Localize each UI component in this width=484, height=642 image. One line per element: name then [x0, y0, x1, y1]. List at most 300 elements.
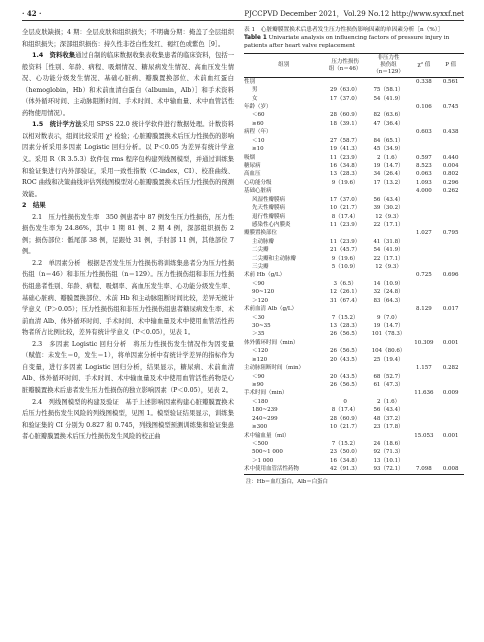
- row-label: 感染性心内膜炎: [252, 221, 291, 228]
- row-pi-value: 10（21.7）: [329, 205, 361, 212]
- row-p-value: 0.696: [442, 272, 459, 279]
- row-label: ＜120: [252, 348, 268, 355]
- row-npi-value: 41（31.8）: [373, 238, 404, 245]
- header-npi-line2: 损伤组: [380, 62, 397, 69]
- page-number: · 42 ·: [22, 9, 42, 18]
- row-chi-value: [410, 356, 437, 364]
- row-npi-value: 12（9.3）: [375, 264, 402, 271]
- header-pi-group: [323, 54, 366, 77]
- table-caption-en-text: Univariate analysis on influencing factors of pressure injury in patients after heart valve replacement: [244, 34, 450, 49]
- row-pi-value: 10（21.7）: [329, 424, 361, 431]
- row-p-value: 0.745: [442, 104, 459, 111]
- row-label: 240~299: [252, 415, 278, 422]
- row-npi-value: 24（18.6）: [373, 440, 404, 447]
- table-row: [244, 77, 464, 86]
- row-npi-value: [367, 305, 411, 313]
- table-caption-cn: 表 1 心脏瓣膜置换术后患者发生压力性损伤影响因素的单因素分析［n（%）］: [244, 27, 444, 33]
- row-npi-value: [367, 339, 411, 347]
- table-row: [244, 221, 464, 229]
- heading-1-4: 1.4 资料收集: [32, 52, 76, 60]
- table-row: [244, 204, 464, 212]
- header-group: 组别: [278, 62, 290, 69]
- row-p-value: 0.802: [442, 171, 459, 178]
- row-pi-value: 11（23.9）: [329, 238, 361, 245]
- row-npi-value: [367, 229, 411, 237]
- row-npi-value: 32（24.8）: [373, 289, 404, 296]
- row-pi-value: [323, 77, 366, 86]
- row-pi-value: 42（91.3）: [329, 466, 361, 473]
- left-text-column: [22, 27, 234, 443]
- row-pi-value: 16（34.8）: [329, 457, 361, 464]
- row-pi-value: [323, 271, 366, 279]
- row-chi-value: [410, 322, 437, 330]
- header-row: [244, 54, 464, 77]
- table-row: [244, 229, 464, 237]
- row-chi-value: [410, 111, 437, 119]
- row-chi-value: [410, 423, 437, 431]
- row-p-value: 0.008: [442, 466, 459, 473]
- row-p-value: [437, 86, 464, 94]
- row-npi-value: [367, 271, 411, 279]
- row-label: 吸烟: [244, 154, 256, 161]
- table-header: [244, 54, 464, 77]
- row-pi-value: 13（28.3）: [329, 323, 361, 330]
- row-chi-value: 11.636: [414, 390, 434, 397]
- row-p-value: [437, 95, 464, 103]
- paragraph-2-2: 2.2 单因素分析 根据是否发生压力性损伤将训练集患者分为压力性损伤组（n＝46）和非压力性损伤组（n＝129）。压力性损伤组和非压力性损伤组患者性别、年龄、病程、吸烟率、高血压发生率、心功能分级发生率、基础心脏病、瓣膜置换部位、术前 Hb 和主动脉阻断时间比较，差异无统计学意义（P＞0.05）；压力性损伤组和非压力性损伤组患者糖尿病发生率、术前血清 Alb、体外循环时间、手术时间、术中输血量及术中使用血管活性药物者所占比例比较，差异有统计学意义（P＜0.05），见表 1。: [22, 259, 234, 337]
- row-chi-value: 0.106: [416, 104, 432, 111]
- row-chi-value: [410, 145, 437, 153]
- row-pi-value: [323, 187, 366, 195]
- row-chi-value: [410, 330, 437, 338]
- row-label: 术前血清 Alb（g/L）: [244, 306, 298, 313]
- row-label: 主动脉瓣: [252, 238, 275, 245]
- row-label: 基础心脏病: [244, 188, 272, 195]
- table-row: [244, 448, 464, 456]
- heading-results: 2 结果: [22, 201, 46, 210]
- row-label: 女: [252, 95, 258, 102]
- row-chi-value: [410, 246, 437, 254]
- row-p-value: 0.009: [442, 390, 459, 397]
- table-row: [244, 305, 464, 313]
- row-npi-value: 61（47.3）: [373, 381, 404, 388]
- row-label: 主动脉阻断时间（min）: [244, 365, 305, 372]
- row-pi-value: 0: [343, 398, 347, 405]
- row-label: 手术时间（min）: [244, 390, 288, 397]
- table-row: [244, 347, 464, 355]
- row-label: 先天性瓣膜病: [252, 205, 286, 212]
- row-chi-value: [410, 204, 437, 212]
- row-pi-value: 31（67.4）: [329, 297, 361, 304]
- row-label: 术中输血量（ml）: [244, 432, 290, 439]
- table-row: [244, 137, 464, 145]
- row-chi-value: [410, 221, 437, 229]
- table-row: [244, 322, 464, 330]
- row-pi-value: [323, 389, 366, 397]
- row-chi-value: [410, 448, 437, 456]
- row-chi-value: 4.000: [416, 188, 432, 195]
- table-row: [244, 364, 464, 372]
- row-npi-value: 82（63.6）: [373, 112, 404, 119]
- row-npi-value: 68（52.7）: [373, 373, 404, 380]
- row-p-value: [437, 196, 464, 204]
- table-row: [244, 246, 464, 254]
- row-chi-value: [410, 297, 437, 305]
- row-chi-value: [410, 406, 437, 414]
- row-npi-value: 54（41.9）: [373, 95, 404, 102]
- row-pi-value: [323, 103, 366, 111]
- right-table-column: [244, 27, 464, 485]
- table-row: [244, 154, 464, 162]
- row-chi-value: 0.338: [416, 78, 432, 85]
- row-pi-value: 3（6.5）: [333, 280, 357, 287]
- row-pi-value: 13（28.3）: [329, 171, 361, 178]
- table-note: 注：Hb＝血红蛋白，Alb＝白蛋白: [246, 478, 328, 485]
- row-p-value: [437, 238, 464, 246]
- row-pi-value: [323, 229, 366, 237]
- table-row: [244, 103, 464, 111]
- row-pi-value: 5（10.9）: [331, 264, 359, 271]
- row-npi-value: 2（1.6）: [376, 398, 401, 405]
- row-label: 90~120: [252, 289, 275, 296]
- row-chi-value: [410, 314, 437, 322]
- row-p-value: 0.438: [442, 129, 459, 136]
- row-pi-value: 17（37.0）: [329, 95, 361, 102]
- row-npi-value: [367, 364, 411, 372]
- row-npi-value: 83（64.3）: [373, 297, 404, 304]
- row-p-value: 0.001: [442, 339, 459, 346]
- table-row: [244, 145, 464, 153]
- row-npi-value: [367, 128, 411, 136]
- table-row: [244, 280, 464, 288]
- row-p-value: [437, 406, 464, 414]
- row-label: ＜10: [252, 137, 265, 144]
- table-caption-en: [244, 35, 464, 51]
- row-pi-value: 12（26.1）: [329, 289, 361, 296]
- row-label: 男: [252, 87, 258, 94]
- row-chi-value: 10.309: [414, 339, 434, 346]
- row-p-value: [437, 263, 464, 271]
- row-p-value: [437, 221, 464, 229]
- paragraph-1-5: [22, 119, 234, 200]
- row-label: ≥120: [252, 356, 268, 363]
- row-p-value: [437, 137, 464, 145]
- table-row: [244, 406, 464, 414]
- row-npi-value: 56（43.4）: [373, 407, 404, 414]
- row-npi-value: 12（9.3）: [375, 213, 402, 220]
- row-p-value: [437, 120, 464, 128]
- row-pi-value: 9（19.6）: [331, 179, 359, 186]
- row-p-value: [437, 398, 464, 406]
- row-pi-value: 11（23.9）: [329, 221, 361, 228]
- table-row: [244, 196, 464, 204]
- table-row: [244, 271, 464, 279]
- table-row: [244, 263, 464, 271]
- row-label: 500~1 000: [252, 449, 283, 456]
- row-p-value: [437, 448, 464, 456]
- header-p: P 值: [445, 62, 457, 69]
- row-chi-value: [410, 95, 437, 103]
- row-chi-value: 1.093: [416, 179, 432, 186]
- table-row: [244, 288, 464, 296]
- row-npi-value: 19（14.7）: [373, 163, 404, 169]
- table-row: [244, 111, 464, 119]
- row-p-value: 0.296: [442, 179, 459, 186]
- row-p-value: [437, 356, 464, 364]
- row-npi-value: 93（72.1）: [373, 466, 404, 473]
- row-chi-value: [410, 196, 437, 204]
- table-row: [244, 162, 464, 170]
- row-label: ＜90: [252, 280, 265, 287]
- text-1-4: 通过自制的临床数据收集表收集患者的临床资料，包括一般资料［性别、年龄、病程、吸烟情况、糖尿病发生情况、高血压发生情况、心功能分级发生情况、基础心脏病、瓣膜置换部位、术前血红蛋白（hemoglobin，Hb）和术前血清白蛋白（albumin，Alb）］和手术资料（体外循环时间、主动脉阻断时间、手术时间、术中输血量、术中血管活性药物使用情况）。: [22, 52, 235, 117]
- table-row: [244, 170, 464, 178]
- row-npi-value: 92（71.3）: [373, 449, 404, 456]
- row-label: ＜30: [252, 314, 265, 321]
- row-pi-value: 8（17.4）: [331, 407, 359, 414]
- paragraph-staging: 全层皮肤缺损；4 期：全层皮肤和组织损失；不明确分期：掩盖了全层组织和组织损失；深部组织损伤：持久性非苍白性发红、褐红色或紫色［9］。: [22, 29, 234, 48]
- table-caption: [244, 27, 464, 50]
- row-npi-value: 2（1.6）: [376, 154, 401, 161]
- row-npi-value: 75（58.1）: [373, 87, 404, 94]
- row-pi-value: 26（56.5）: [329, 348, 361, 355]
- row-npi-value: 48（37.2）: [373, 415, 404, 422]
- row-p-value: 0.262: [442, 188, 459, 195]
- row-p-value: [437, 314, 464, 322]
- row-npi-value: 56（43.4）: [373, 196, 404, 203]
- row-label: ≥60: [252, 120, 264, 127]
- row-npi-value: [367, 187, 411, 195]
- row-label: 风湿性瓣膜病: [252, 196, 286, 203]
- row-chi-value: [410, 137, 437, 145]
- header-npi-line3: （n＝129）: [373, 68, 404, 75]
- table-row: [244, 465, 464, 474]
- row-p-value: [437, 297, 464, 305]
- row-npi-value: 9（7.0）: [376, 314, 401, 321]
- row-p-value: [437, 347, 464, 355]
- table-label-en: Table 1: [244, 34, 267, 41]
- row-pi-value: [323, 432, 366, 440]
- table-row: [244, 423, 464, 431]
- table-row: [244, 95, 464, 103]
- row-label: 180~239: [252, 407, 278, 414]
- row-chi-value: 1.157: [416, 365, 432, 372]
- row-pi-value: 27（58.7）: [329, 137, 361, 144]
- row-chi-value: [410, 457, 437, 465]
- table-row: [244, 339, 464, 347]
- table-row: [244, 187, 464, 195]
- row-p-value: 0.004: [442, 163, 459, 169]
- row-npi-value: 22（17.1）: [373, 221, 404, 228]
- row-p-value: [437, 457, 464, 465]
- row-label: 心功能分级: [244, 179, 272, 186]
- row-p-value: 0.440: [442, 154, 459, 161]
- paragraph-1-4: [22, 50, 234, 119]
- row-chi-value: [410, 288, 437, 296]
- row-npi-value: 34（26.4）: [373, 171, 404, 178]
- header-pi-line1: 压力性损伤: [331, 58, 359, 65]
- header-npi-line1: 非压力性: [377, 55, 400, 62]
- row-pi-value: 23（50.0）: [329, 449, 361, 456]
- table-row: [244, 120, 464, 128]
- row-pi-value: 7（15.2）: [331, 440, 359, 447]
- table-row: [244, 179, 464, 187]
- row-pi-value: 19（41.3）: [329, 146, 361, 153]
- row-chi-value: 0.725: [416, 272, 432, 279]
- row-p-value: [437, 213, 464, 221]
- journal-info: PJCCPVD December 2021，Vol.29 No.12 http://www.syxxf.net: [244, 10, 464, 18]
- row-npi-value: 22（17.1）: [373, 255, 404, 262]
- header-pi-line2: 组（n＝46）: [328, 65, 362, 72]
- row-label: 二尖瓣和主动脉瓣: [252, 255, 297, 262]
- row-label: 术中使用血管活性药物: [244, 466, 300, 473]
- row-label: ＞1 000: [252, 457, 274, 464]
- row-pi-value: 8（17.4）: [331, 213, 359, 220]
- header-chi: χ² 值: [417, 62, 431, 69]
- row-pi-value: 26（56.5）: [329, 381, 361, 388]
- row-pi-value: [323, 339, 366, 347]
- row-chi-value: 15.053: [414, 432, 434, 439]
- table-row: [244, 356, 464, 364]
- row-label: ≥90: [252, 381, 264, 388]
- row-chi-value: 7.098: [416, 466, 432, 473]
- table-row: [244, 432, 464, 440]
- row-label: ≥300: [252, 424, 268, 431]
- row-npi-value: 19（14.7）: [373, 323, 404, 330]
- row-npi-value: 45（34.9）: [373, 146, 404, 153]
- row-chi-value: [410, 213, 437, 221]
- row-p-value: [437, 373, 464, 381]
- row-label: ≥10: [252, 146, 264, 153]
- table-row: [244, 330, 464, 338]
- text-1-5: 采用 SPSS 22.0 统计学软件进行数据处理。计数资料以相对数表示，组间比较采用 χ² 检验；心脏瓣膜置换术后压力性损伤的影响因素分析采用多因素 Logistic 回归分析。以 P＜0.05 为差异有统计学意义。采用 R（R 3.5.3）软件包 rms 程序包构建列线图模型，并通过训练集和验证集进行内外部验证，采用一致性指数（C-index，CI）、校准曲线、ROC 曲线和决策曲线评估列线图模型对心脏瓣膜置换术后压力性损伤的预测效能。: [22, 121, 235, 198]
- row-chi-value: [410, 381, 437, 389]
- row-label: ＜90: [252, 373, 265, 380]
- row-npi-value: 14（10.9）: [373, 280, 404, 287]
- row-p-value: 0.001: [442, 432, 459, 439]
- row-p-value: [437, 330, 464, 338]
- row-p-value: 0.795: [442, 230, 459, 237]
- row-pi-value: 28（60.9）: [329, 112, 361, 119]
- row-npi-value: 23（17.8）: [373, 424, 404, 431]
- row-pi-value: 28（60.9）: [329, 415, 361, 422]
- univariate-table: [244, 53, 464, 474]
- row-pi-value: [323, 364, 366, 372]
- row-chi-value: 0.063: [416, 171, 432, 178]
- table-row: [244, 238, 464, 246]
- row-npi-value: 104（80.6）: [371, 348, 406, 355]
- row-p-value: [437, 440, 464, 448]
- row-label: 性别: [244, 78, 256, 85]
- row-label: ＜180: [252, 398, 268, 405]
- row-chi-value: 8.129: [416, 306, 432, 313]
- row-chi-value: [410, 120, 437, 128]
- row-pi-value: 18（39.1）: [329, 120, 361, 127]
- row-label: 年龄（岁）: [244, 104, 272, 111]
- row-npi-value: 84（65.1）: [373, 137, 404, 144]
- row-chi-value: [410, 398, 437, 406]
- row-npi-value: [367, 103, 411, 111]
- row-p-value: [437, 145, 464, 153]
- row-pi-value: 20（43.5）: [329, 356, 361, 363]
- row-label: 体外循环时间（min）: [244, 339, 299, 346]
- row-pi-value: 29（63.0）: [329, 87, 361, 94]
- table-row: [244, 297, 464, 305]
- table-row: [244, 381, 464, 389]
- row-p-value: 0.017: [442, 306, 459, 313]
- row-p-value: [437, 255, 464, 263]
- row-chi-value: 0.603: [416, 129, 432, 136]
- table-row: [244, 86, 464, 94]
- row-npi-value: 54（41.9）: [373, 247, 404, 254]
- table-row: [244, 457, 464, 465]
- table-row: [244, 440, 464, 448]
- row-chi-value: [410, 263, 437, 271]
- table-row: [244, 213, 464, 221]
- row-label: ＞120: [252, 297, 268, 304]
- row-p-value: [437, 415, 464, 423]
- table-row: [244, 373, 464, 381]
- table-row: [244, 128, 464, 136]
- row-label: ＞35: [252, 331, 265, 338]
- table-body: [244, 77, 464, 474]
- row-label: 三尖瓣: [252, 264, 269, 271]
- row-p-value: [437, 280, 464, 288]
- row-pi-value: [323, 305, 366, 313]
- row-label: 病程（年）: [244, 129, 272, 136]
- paragraph-2-3: 2.3 多因素 Logistic 回归分析 将压力性损伤发生情况作为因变量（赋值：未发生＝0，发生＝1），将单因素分析中有统计学差异的指标作为自变量，进行多因素 Logistic 回归分析，结果显示，糖尿病、术前血清 Alb、体外循环时间、手术时间、术中输血量及术中使用血管活性药物是心脏瓣膜置换术后患者发生压力性损伤的独立影响因素（P＜0.05），见表 2。: [22, 340, 234, 394]
- row-npi-value: [367, 77, 411, 86]
- row-npi-value: 47（36.4）: [373, 120, 404, 127]
- row-npi-value: 39（30.2）: [373, 205, 404, 212]
- row-pi-value: 7（15.2）: [331, 314, 359, 321]
- row-chi-value: 0.597: [416, 154, 432, 161]
- row-p-value: [437, 246, 464, 254]
- row-label: 二尖瓣: [252, 247, 269, 254]
- row-npi-value: 13（10.1）: [373, 457, 404, 464]
- running-header: [22, 8, 464, 21]
- row-label: 术前 Hb（g/L）: [244, 272, 286, 279]
- row-npi-value: [367, 432, 411, 440]
- row-chi-value: [410, 280, 437, 288]
- row-p-value: 0.282: [442, 365, 459, 372]
- table-row: [244, 415, 464, 423]
- row-p-value: [437, 111, 464, 119]
- row-p-value: 0.561: [442, 78, 459, 85]
- row-label: 瓣膜置换部位: [244, 230, 278, 237]
- row-chi-value: [410, 238, 437, 246]
- row-chi-value: [410, 415, 437, 423]
- row-pi-value: 11（23.9）: [329, 154, 361, 161]
- paragraph-2-1: 2.1 压力性损伤发生率 350 例患者中 87 例发生压力性损伤，压力性损伤发生率为 24.86%，其中 1 期 81 例、2 期 4 例，深部组织损伤 2 例；损伤部位：骶尾部 38 例，足跟处 31 例，手肘部 11 例，其他部位 7 例。: [22, 213, 234, 256]
- row-p-value: [437, 288, 464, 296]
- row-label: ＜500: [252, 440, 268, 447]
- row-chi-value: [410, 86, 437, 94]
- header-npi-group: [367, 54, 411, 77]
- row-pi-value: 20（43.5）: [329, 373, 361, 380]
- table-row: [244, 314, 464, 322]
- row-pi-value: 16（34.8）: [329, 163, 361, 169]
- row-chi-value: [410, 255, 437, 263]
- row-npi-value: 17（13.2）: [373, 179, 404, 186]
- row-label: ＜60: [252, 112, 265, 119]
- row-p-value: [437, 322, 464, 330]
- row-chi-value: 1.027: [416, 230, 432, 237]
- row-label: 高血压: [244, 171, 261, 178]
- row-p-value: [437, 423, 464, 431]
- row-label: 糖尿病: [244, 163, 261, 169]
- row-pi-value: 17（37.0）: [329, 196, 361, 203]
- row-npi-value: 101（78.3）: [371, 331, 406, 338]
